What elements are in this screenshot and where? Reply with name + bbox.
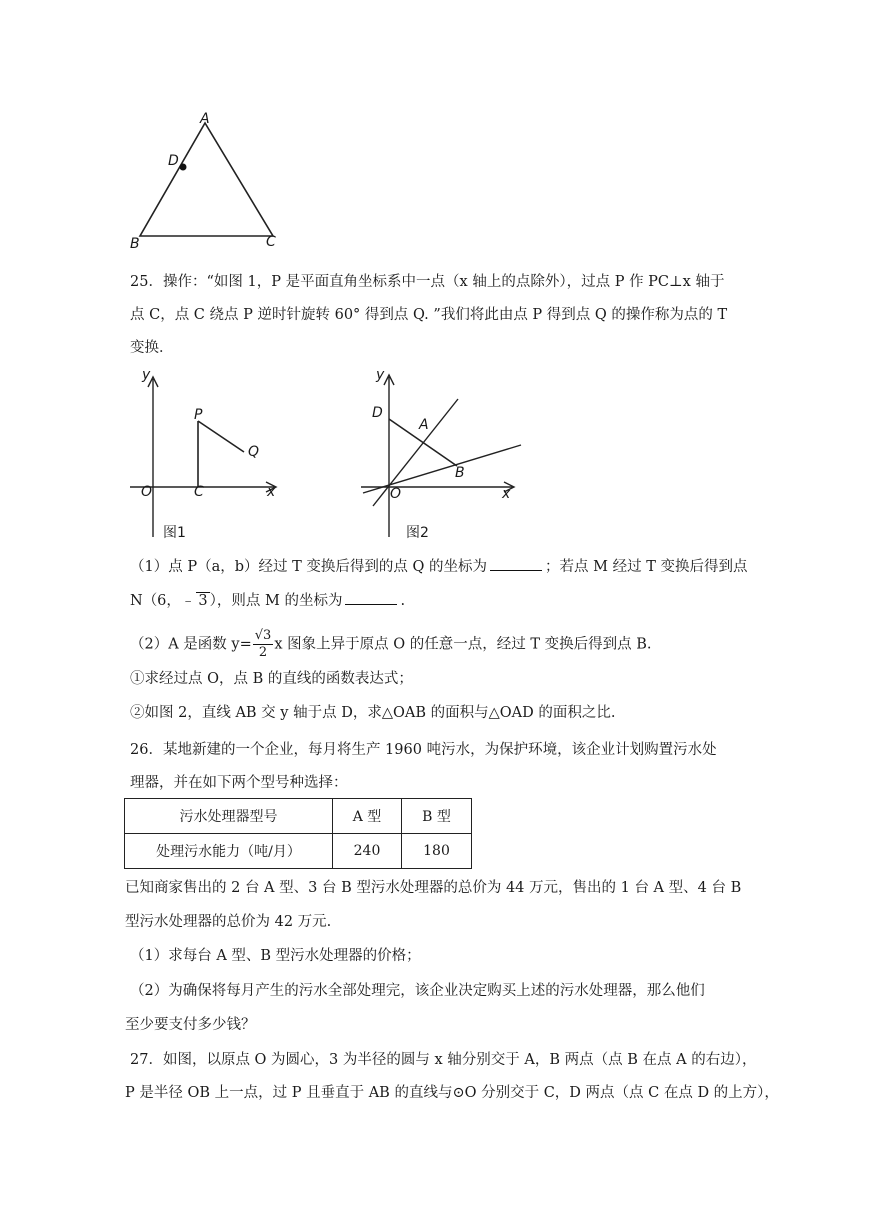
table-cell: 180 [402, 834, 472, 869]
triangle-figure [125, 110, 285, 250]
q25-line-2: 点 C，点 C 绕点 P 逆时针旋转 60° 得到点 Q. ”我们将此由点 P 得到点 Q 的操作称为点的 T [130, 307, 728, 323]
q27-line-2: P 是半径 OB 上一点，过 P 且垂直于 AB 的直线与⊙O 分别交于 C，D 两点（点 C 在点 D 的上方）， [125, 1085, 779, 1101]
label-b: B [130, 236, 140, 252]
fig1-y-label: y [142, 367, 151, 383]
q26-intro-2: 理器，并在如下两个型号种选择： [130, 775, 348, 791]
label-c: C [266, 234, 276, 250]
q25-part1-line2: N（6，﹣ 3 ），则点 M 的坐标为 . [130, 590, 405, 611]
fig2-d-label: D [372, 405, 383, 421]
fig1-x-label: x [267, 484, 276, 500]
sqrt-3: 3 [198, 593, 208, 609]
fig1-caption: 图1 [163, 525, 186, 541]
table-row [125, 834, 472, 869]
q25-line-3: 变换． [130, 340, 174, 356]
q26-intro-1: 26．某地新建的一个企业，每月将生产 1960 吨污水，为保护环境，该企业计划购置污水处 [130, 742, 717, 758]
q26-part-1: （1）求每台 A 型、B 型污水处理器的价格； [130, 948, 421, 964]
q27-line-1: 27．如图，以原点 O 为圆心，3 为半径的圆与 x 轴分别交于 A，B 两点（点 B 在点 A 的右边）， [130, 1052, 757, 1068]
table-cell: 240 [333, 834, 402, 869]
table-header-cell: 污水处理器型号 [125, 799, 333, 834]
table-header-cell: B 型 [402, 799, 472, 834]
q25-part1-line1: （1）点 P（a，b）经过 T 变换后得到的点 Q 的坐标为 ；若点 M 经过 T 变换后得到点 [130, 556, 747, 577]
q25-part2: （2）A 是函数 y= $\frac{√3}{2}$ x 图象上异于原点 O 的任意一点，经过 T 变换后得到点 B. [130, 628, 652, 660]
label-d: D [168, 153, 179, 169]
fig1-q-label: Q [248, 444, 260, 460]
figure-1 [125, 365, 285, 545]
fig1-c-label: C [194, 484, 204, 500]
q25-sub-1: ①求经过点 O，点 B 的直线的函数表达式； [130, 671, 413, 687]
fig1-o-label: O [141, 484, 153, 500]
answer-blank-q[interactable] [490, 556, 542, 571]
q26-after-2: 型污水处理器的总价为 42 万元. [125, 914, 332, 930]
fig2-y-label: y [376, 367, 385, 383]
label-a: A [200, 111, 210, 127]
fig2-x-label: x [502, 486, 511, 502]
q25-line-1: 25．操作：“如图 1，P 是平面直角坐标系中一点（x 轴上的点除外），过点 P 作 PC⊥x 轴于 [130, 274, 725, 290]
spec-table [124, 798, 472, 869]
answer-blank-m[interactable] [345, 590, 397, 605]
fig1-p-label: P [194, 407, 203, 423]
table-cell: 处理污水能力（吨/月） [125, 834, 333, 869]
table-header-cell: A 型 [333, 799, 402, 834]
point-d-dot [180, 164, 187, 171]
q26-part-2a: （2）为确保将每月产生的污水全部处理完，该企业决定购买上述的污水处理器，那么他们 [130, 983, 705, 999]
figure-2 [355, 365, 530, 545]
table-row [125, 799, 472, 834]
q25-sub-2: ②如图 2，直线 AB 交 y 轴于点 D，求△OAB 的面积与△OAD 的面积之比. [130, 705, 616, 721]
fig2-a-label: A [419, 417, 429, 433]
q26-part-2b: 至少要支付多少钱？ [125, 1017, 256, 1033]
fraction-root3-over-2: $\frac{√3}{2}$ [254, 628, 272, 660]
fig2-o-label: O [390, 486, 402, 502]
fig2-caption: 图2 [406, 525, 429, 541]
fig2-b-label: B [455, 465, 465, 481]
q26-after-1: 已知商家售出的 2 台 A 型、3 台 B 型污水处理器的总价为 44 万元，售出的 1 台 A 型、4 台 B [125, 880, 742, 896]
